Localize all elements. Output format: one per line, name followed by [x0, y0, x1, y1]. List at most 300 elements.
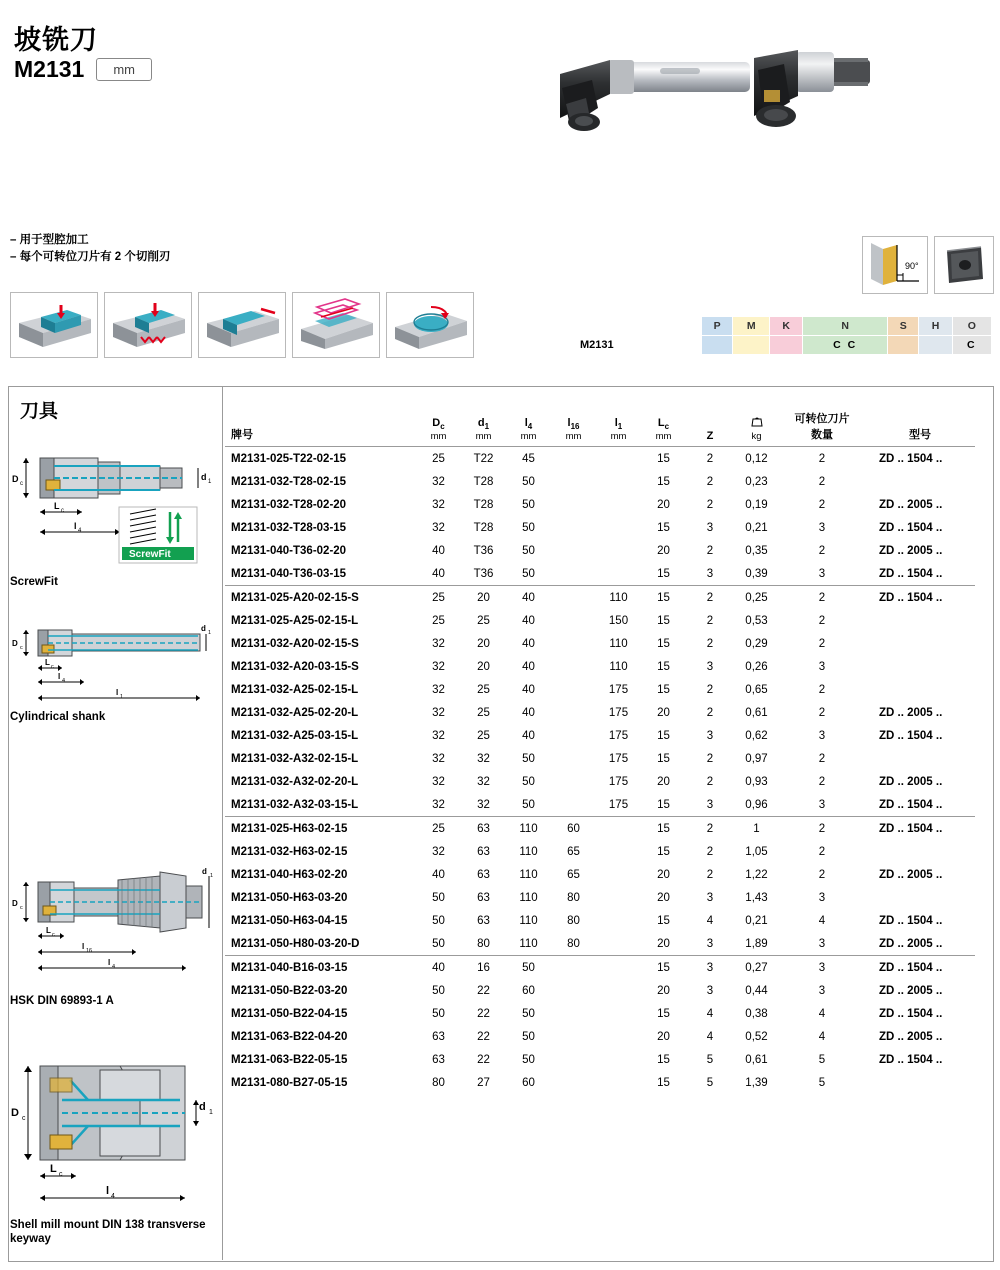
- cell-model: ZD .. 2005 ..: [879, 706, 943, 719]
- cell-l16: [551, 516, 596, 539]
- cell-z: 2: [706, 498, 714, 511]
- cell-l4: 50: [522, 775, 535, 788]
- cell-l16: 65: [567, 868, 580, 881]
- table-row[interactable]: [225, 1002, 975, 1025]
- cell-d1: T36: [473, 544, 494, 557]
- cell-d1: T36: [473, 567, 494, 580]
- cell-designation: M2131-050-B22-04-15: [231, 1007, 348, 1020]
- cell-l4: 110: [519, 845, 538, 858]
- cell-z: 2: [706, 614, 714, 627]
- cell-l4: 40: [522, 706, 535, 719]
- cell-dc: 50: [432, 891, 445, 904]
- product-code: M2131: [14, 56, 85, 82]
- material-row-label: M2131: [574, 336, 702, 355]
- th-lc: $L_c$ mm: [641, 410, 686, 447]
- cell-model: ZD .. 1504 ..: [879, 729, 943, 742]
- cell-model: ZD .. 1504 ..: [879, 452, 943, 465]
- cell-l16: [551, 655, 596, 678]
- th-weight-unit: kg: [751, 431, 762, 442]
- table-row[interactable]: [225, 493, 975, 516]
- table-header-row: [225, 410, 975, 447]
- th-dc: $D_c$ mm: [416, 410, 461, 447]
- cell-kg: 0,38: [745, 1007, 768, 1020]
- table-row[interactable]: [225, 516, 975, 539]
- cell-z: 2: [686, 586, 734, 610]
- cell-lc: 15: [657, 1053, 670, 1066]
- cell-l1: [596, 979, 641, 1002]
- cell-l4: 40: [522, 637, 535, 650]
- cell-model: ZD .. 2005 ..: [879, 937, 943, 950]
- cell-d1: 20: [477, 637, 490, 650]
- cell-lc: 15: [657, 1076, 670, 1089]
- svg-text:L: L: [50, 1163, 57, 1175]
- cell-ins: 3: [779, 956, 865, 980]
- cell-dc: 32: [432, 752, 445, 765]
- cell-designation: M2131-032-A32-02-20-L: [231, 775, 359, 788]
- cell-model: ZD .. 1504 ..: [879, 1007, 943, 1020]
- cell-ins: 4: [818, 1007, 826, 1020]
- cell-kg: 0,25: [734, 586, 779, 610]
- cell-d1: 63: [477, 891, 490, 904]
- cell-designation: M2131-050-H63-03-20: [231, 891, 348, 904]
- product-code-row: [14, 56, 152, 83]
- cell-l16: [551, 1025, 596, 1048]
- cell-l4: 60: [522, 1076, 535, 1089]
- svg-text:4: 4: [78, 528, 82, 534]
- cell-kg: 0,61: [745, 1053, 768, 1066]
- cell-l1: [596, 886, 641, 909]
- th-inserts: [779, 410, 865, 447]
- cell-kg: 1,43: [745, 891, 768, 904]
- material-group-table: [574, 316, 992, 355]
- cell-l4: 50: [522, 798, 535, 811]
- cell-model: [865, 470, 975, 493]
- cell-designation: M2131-050-B22-03-20: [231, 984, 348, 997]
- cell-dc: 32: [432, 798, 445, 811]
- cell-dc: 25: [432, 614, 445, 627]
- cell-kg: 1: [734, 817, 779, 841]
- cell-l16: [551, 609, 596, 632]
- cell-z: 2: [706, 452, 714, 465]
- svg-text:l: l: [82, 942, 85, 951]
- cell-lc: 15: [657, 752, 670, 765]
- cell-l1: [596, 1048, 641, 1071]
- svg-text:D: D: [11, 1107, 19, 1119]
- table-row[interactable]: [225, 447, 975, 471]
- cell-l1: 175: [608, 752, 629, 765]
- material-value-p: [702, 336, 733, 355]
- cell-lc: 20: [657, 1030, 670, 1043]
- material-header-h: H: [919, 317, 952, 336]
- svg-text:L: L: [46, 926, 51, 935]
- th-l1: $l_1$ mm: [596, 410, 641, 447]
- cell-l1: [596, 932, 641, 956]
- cell-d1: 27: [477, 1076, 490, 1089]
- cell-d1: 32: [477, 798, 490, 811]
- cell-designation: M2131-032-A25-02-20-L: [231, 706, 359, 719]
- cell-d1: 80: [477, 937, 490, 950]
- cell-l16: [551, 493, 596, 516]
- drawing-hsk: [10, 862, 220, 982]
- cell-l4: 60: [522, 984, 535, 997]
- cell-d1: 63: [477, 868, 490, 881]
- table-row[interactable]: [225, 886, 975, 909]
- cell-model: ZD .. 2005 ..: [879, 544, 943, 557]
- cell-l1: 110: [609, 637, 628, 650]
- cell-lc: 15: [657, 1007, 670, 1020]
- cell-ins: 2: [818, 683, 826, 696]
- cell-ins: 3: [818, 567, 826, 580]
- cell-l1: 175: [608, 775, 629, 788]
- cell-l16: [551, 678, 596, 701]
- cell-l1: [596, 909, 641, 932]
- svg-text:4: 4: [62, 678, 66, 684]
- th-inserts-line1: 可转位刀片: [794, 413, 850, 425]
- cell-z: 3: [706, 660, 714, 673]
- cell-l16: [551, 1071, 596, 1094]
- drawing-cylindrical-shank: [10, 612, 215, 712]
- cell-l16: [551, 586, 596, 610]
- svg-text:1: 1: [120, 694, 124, 700]
- cell-l1: 110: [609, 660, 628, 673]
- svg-text:l: l: [58, 672, 61, 681]
- cell-dc: 32: [432, 729, 445, 742]
- th-model: 型号: [865, 410, 975, 447]
- svg-text:c: c: [59, 1171, 63, 1178]
- cell-ins: 3: [818, 891, 826, 904]
- cell-lc: 15: [657, 452, 670, 465]
- cell-d1: 20: [461, 586, 506, 610]
- material-header-row: [574, 317, 992, 336]
- cell-d1: T28: [473, 498, 494, 511]
- svg-text:1: 1: [209, 1109, 213, 1116]
- cell-dc: 50: [432, 1007, 445, 1020]
- cell-l16: 80: [567, 937, 580, 950]
- cell-l16: [551, 747, 596, 770]
- cell-model: ZD .. 2005 ..: [879, 984, 943, 997]
- table-row[interactable]: [225, 956, 975, 980]
- svg-text:c: c: [20, 645, 23, 651]
- cell-ins: 2: [818, 775, 826, 788]
- cell-dc: 50: [432, 914, 445, 927]
- table-row[interactable]: [225, 1071, 975, 1094]
- cell-z: 3: [706, 984, 714, 997]
- table-row[interactable]: [225, 562, 975, 586]
- cell-z: 3: [706, 729, 714, 742]
- cell-dc: 32: [432, 637, 445, 650]
- cell-ins: 2: [818, 752, 826, 765]
- table-row[interactable]: [225, 747, 975, 770]
- cell-model: ZD .. 1504 ..: [879, 914, 943, 927]
- cell-model: ZD .. 2005 ..: [879, 868, 943, 881]
- cell-kg: 0,62: [745, 729, 768, 742]
- cell-z: 3: [706, 937, 714, 950]
- cell-dc: 40: [432, 868, 445, 881]
- table-row[interactable]: [225, 793, 975, 817]
- cell-d1: 63: [477, 845, 490, 858]
- cell-designation: M2131-025-H63-02-15: [225, 817, 416, 841]
- svg-text:c: c: [51, 664, 54, 670]
- cell-l16: [551, 724, 596, 747]
- cell-l4: 110: [519, 937, 538, 950]
- cell-l1: [596, 1025, 641, 1048]
- cell-ins: 2: [818, 498, 826, 511]
- cell-ins: 3: [818, 984, 826, 997]
- cell-dc: 63: [432, 1053, 445, 1066]
- unit-badge: mm: [96, 58, 152, 81]
- cell-lc: 20: [657, 544, 670, 557]
- svg-text:16: 16: [86, 948, 93, 954]
- cell-ins: 4: [818, 914, 826, 927]
- cell-lc: 15: [657, 614, 670, 627]
- cell-dc: 32: [432, 706, 445, 719]
- cell-model: [865, 747, 975, 770]
- drawing-label-screwfit: ScrewFit: [10, 576, 58, 588]
- cell-z: 3: [706, 798, 714, 811]
- table-row[interactable]: [225, 1025, 975, 1048]
- cell-model: ZD .. 2005 ..: [879, 1030, 943, 1043]
- table-row[interactable]: [225, 817, 975, 841]
- svg-text:4: 4: [111, 1193, 115, 1200]
- app-icon-slot-milling: [10, 292, 98, 358]
- cell-l1: [596, 1071, 641, 1094]
- cell-z: 3: [706, 521, 714, 534]
- table-body: [225, 447, 975, 1095]
- cell-kg: 0,53: [745, 614, 768, 627]
- cell-kg: 0,19: [745, 498, 768, 511]
- svg-text:l: l: [74, 521, 77, 531]
- cell-z: 2: [706, 868, 714, 881]
- cell-ins: 3: [818, 660, 826, 673]
- cell-lc: 15: [657, 798, 670, 811]
- table-row[interactable]: [225, 840, 975, 863]
- product-table: [225, 410, 975, 1094]
- cell-kg: 0,27: [734, 956, 779, 980]
- cell-designation: M2131-050-H63-04-15: [231, 914, 348, 927]
- table-row[interactable]: [225, 655, 975, 678]
- cell-lc: 20: [657, 937, 670, 950]
- cell-kg: 0,23: [745, 475, 768, 488]
- cell-designation: M2131-032-T28-02-15: [231, 475, 347, 488]
- svg-text:4: 4: [112, 964, 116, 970]
- cell-d1: 16: [461, 956, 506, 980]
- svg-text:d: d: [199, 1101, 206, 1113]
- material-value-n: C C: [803, 336, 888, 355]
- cell-ins: 5: [818, 1076, 826, 1089]
- cell-d1: 25: [477, 683, 490, 696]
- cell-kg: 0,35: [745, 544, 768, 557]
- cell-designation: M2131-040-B16-03-15: [225, 956, 416, 980]
- cell-designation: M2131-063-B22-05-15: [231, 1053, 348, 1066]
- cell-z: 2: [686, 817, 734, 841]
- weight-icon: [750, 414, 764, 428]
- cell-model: ZD .. 1504 ..: [879, 798, 943, 811]
- cell-l16: [551, 1002, 596, 1025]
- cell-l4: 110: [506, 817, 551, 841]
- cell-designation: M2131-050-H80-03-20-D: [231, 937, 360, 950]
- table-row[interactable]: [225, 539, 975, 562]
- cell-kg: 0,26: [745, 660, 768, 673]
- app-icon-shoulder-milling: [198, 292, 286, 358]
- table-row[interactable]: [225, 770, 975, 793]
- insert-shape-icon: [934, 236, 994, 294]
- cell-model: [865, 1071, 975, 1094]
- table-row[interactable]: [225, 632, 975, 655]
- cell-d1: T28: [473, 521, 494, 534]
- approach-angle-icon: [862, 236, 928, 294]
- cell-l1: [596, 1002, 641, 1025]
- th-weight: [734, 410, 779, 447]
- cell-lc: 20: [657, 891, 670, 904]
- cell-l1: [596, 863, 641, 886]
- cell-l4: 40: [522, 683, 535, 696]
- cell-lc: 15: [657, 845, 670, 858]
- svg-text:c: c: [20, 905, 23, 911]
- cell-z: 2: [706, 752, 714, 765]
- svg-text:c: c: [22, 1115, 26, 1122]
- cell-l4: 50: [522, 498, 535, 511]
- tools-section-title: 刀具: [20, 401, 59, 422]
- material-value-row: [574, 336, 992, 355]
- cell-kg: 0,21: [745, 521, 768, 534]
- cell-dc: 40: [432, 567, 445, 580]
- cell-l4: 50: [522, 1007, 535, 1020]
- cell-kg: 0,29: [745, 637, 768, 650]
- cell-l1: 150: [608, 614, 629, 627]
- cell-ins: 5: [818, 1053, 826, 1066]
- cell-l16: [551, 979, 596, 1002]
- cell-dc: 32: [432, 521, 445, 534]
- table-row[interactable]: [225, 979, 975, 1002]
- cell-d1: T22: [473, 452, 494, 465]
- cell-l1: [596, 516, 641, 539]
- cell-l1: 175: [608, 683, 629, 696]
- cell-model: [865, 655, 975, 678]
- cell-l16: [551, 470, 596, 493]
- svg-text:c: c: [52, 932, 55, 938]
- cell-z: 2: [706, 475, 714, 488]
- drawing-screwfit-badge: [118, 506, 198, 564]
- svg-text:l: l: [106, 1185, 110, 1197]
- cell-z: 3: [706, 891, 714, 904]
- svg-text:l: l: [116, 688, 119, 697]
- table-row[interactable]: [225, 678, 975, 701]
- cell-l1: 110: [596, 586, 641, 610]
- cell-model: ZD .. 1504 ..: [879, 567, 943, 580]
- cell-ins: 3: [818, 937, 826, 950]
- cell-l4: 40: [522, 660, 535, 673]
- table-row[interactable]: [225, 724, 975, 747]
- table-row[interactable]: [225, 863, 975, 886]
- cell-d1: 22: [477, 984, 490, 997]
- cell-kg: 0,96: [745, 798, 768, 811]
- material-value-h: [919, 336, 952, 355]
- cell-z: 3: [706, 567, 714, 580]
- cell-designation: M2131-032-T28-03-15: [231, 521, 347, 534]
- cell-kg: 0,93: [745, 775, 768, 788]
- table-row[interactable]: [225, 470, 975, 493]
- cell-z: 3: [686, 956, 734, 980]
- material-header-o: O: [952, 317, 991, 336]
- table-row[interactable]: [225, 1048, 975, 1071]
- table-row[interactable]: [225, 586, 975, 610]
- cell-lc: 20: [657, 868, 670, 881]
- cell-z: 2: [706, 706, 714, 719]
- cell-designation: M2131-032-A20-03-15-S: [231, 660, 359, 673]
- cell-l4: 110: [519, 868, 538, 881]
- cell-lc: 15: [657, 521, 670, 534]
- cell-lc: 15: [657, 660, 670, 673]
- svg-text:ScrewFit: ScrewFit: [129, 549, 171, 560]
- cell-kg: 1,22: [745, 868, 768, 881]
- cell-ins: 2: [818, 544, 826, 557]
- cell-model: [865, 609, 975, 632]
- cell-lc: 15: [641, 817, 686, 841]
- cell-lc: 15: [657, 729, 670, 742]
- cell-lc: 15: [657, 567, 670, 580]
- cell-lc: 20: [657, 775, 670, 788]
- cell-model: [865, 632, 975, 655]
- cell-dc: 25: [416, 586, 461, 610]
- cell-designation: M2131-040-T36-03-15: [231, 567, 347, 580]
- svg-text:c: c: [20, 481, 23, 487]
- cell-designation: M2131-032-H63-02-15: [231, 845, 348, 858]
- cell-designation: M2131-032-T28-02-20: [231, 498, 347, 511]
- cell-l4: 45: [522, 452, 535, 465]
- column-divider: [222, 387, 223, 1260]
- table-row[interactable]: [225, 909, 975, 932]
- cell-l16: 60: [551, 817, 596, 841]
- cell-l1: 175: [608, 729, 629, 742]
- cell-lc: 15: [657, 475, 670, 488]
- cell-z: 4: [706, 914, 714, 927]
- cell-l1: [596, 956, 641, 980]
- table-row[interactable]: [225, 932, 975, 956]
- angle-label: 90°: [905, 261, 919, 271]
- cell-l16: 65: [567, 845, 580, 858]
- cell-d1: 20: [477, 660, 490, 673]
- cell-l16: [551, 793, 596, 817]
- th-z: Z: [686, 410, 734, 447]
- th-name: 牌号: [225, 410, 416, 447]
- cell-kg: 0,61: [745, 706, 768, 719]
- cell-d1: T28: [473, 475, 494, 488]
- cell-l16: [551, 539, 596, 562]
- svg-text:D: D: [12, 899, 18, 908]
- cell-z: 4: [706, 1030, 714, 1043]
- material-header-s: S: [888, 317, 919, 336]
- svg-text:1: 1: [208, 630, 212, 636]
- table-row[interactable]: [225, 701, 975, 724]
- cell-z: 2: [706, 637, 714, 650]
- feature-item: – 用于型腔加工: [10, 234, 89, 246]
- cell-ins: 2: [779, 817, 865, 841]
- cell-l1: [596, 493, 641, 516]
- cell-ins: 2: [818, 868, 826, 881]
- product-photo: [540, 30, 920, 170]
- table-row[interactable]: [225, 609, 975, 632]
- cell-dc: 40: [432, 544, 445, 557]
- svg-text:L: L: [54, 501, 60, 511]
- cell-kg: 0,52: [745, 1030, 768, 1043]
- cell-l4: 50: [506, 956, 551, 980]
- cell-l4: 50: [522, 521, 535, 534]
- cell-dc: 25: [416, 817, 461, 841]
- svg-text:l: l: [108, 958, 111, 967]
- cell-model: [865, 840, 975, 863]
- cell-lc: 20: [657, 498, 670, 511]
- svg-text:d: d: [202, 867, 207, 876]
